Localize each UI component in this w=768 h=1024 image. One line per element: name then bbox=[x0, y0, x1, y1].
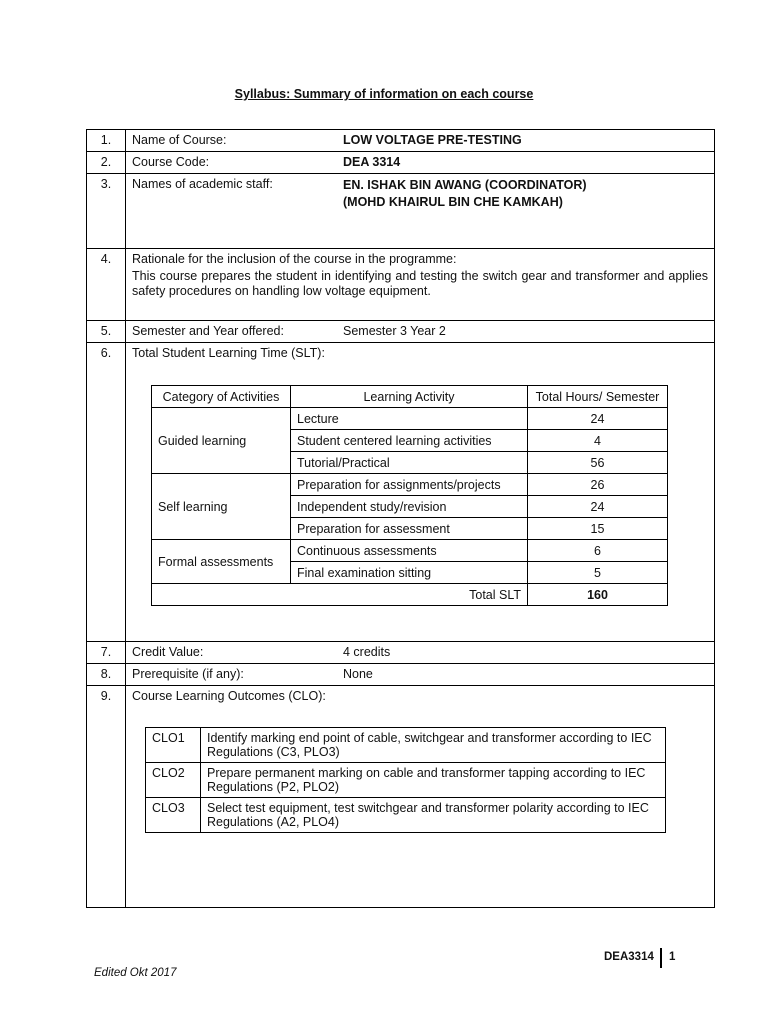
field-label: Course Code: bbox=[132, 155, 210, 169]
row-number: 5. bbox=[87, 321, 126, 343]
slt-total-label: Total SLT bbox=[152, 584, 528, 606]
rationale-text: This course prepares the student in identifying and testing the switch gear and transformer and applies safety procedures on handling low voltage equipment. bbox=[132, 269, 708, 298]
clo-table bbox=[145, 727, 666, 833]
row-number: 6. bbox=[87, 343, 126, 642]
row-number: 7. bbox=[87, 642, 126, 664]
syllabus-table bbox=[86, 129, 715, 908]
semester-value: Semester 3 Year 2 bbox=[343, 324, 446, 338]
slt-activity: Student centered learning activities bbox=[291, 430, 528, 452]
row-prerequisite bbox=[87, 664, 715, 686]
slt-category: Guided learning bbox=[152, 408, 291, 474]
slt-activity: Preparation for assignments/projects bbox=[291, 474, 528, 496]
slt-header: Category of Activities bbox=[152, 386, 291, 408]
footer-course-code: DEA3314 bbox=[604, 951, 654, 963]
slt-hours: 5 bbox=[528, 562, 668, 584]
document-title: Syllabus: Summary of information on each course bbox=[234, 87, 534, 101]
field-label: Credit Value: bbox=[132, 645, 204, 659]
slt-category: Self learning bbox=[152, 474, 291, 540]
edited-note: Edited Okt 2017 bbox=[94, 967, 177, 979]
row-course-name bbox=[87, 130, 715, 152]
field-label: Prerequisite (if any): bbox=[132, 667, 244, 681]
row-credit bbox=[87, 642, 715, 664]
slt-hours: 6 bbox=[528, 540, 668, 562]
slt-hours: 24 bbox=[528, 408, 668, 430]
clo-text: Prepare permanent marking on cable and transformer tapping according to IEC Regulations (P2, PLO2) bbox=[201, 763, 666, 798]
slt-activity: Tutorial/Practical bbox=[291, 452, 528, 474]
row-course-code bbox=[87, 152, 715, 174]
clo-code: CLO3 bbox=[146, 798, 201, 833]
slt-hours: 15 bbox=[528, 518, 668, 540]
slt-total-row bbox=[152, 584, 668, 606]
row-number: 4. bbox=[87, 249, 126, 321]
clo-code: CLO1 bbox=[146, 728, 201, 763]
field-label: Names of academic staff: bbox=[132, 177, 273, 191]
staff-coordinator: EN. ISHAK BIN AWANG (COORDINATOR) bbox=[343, 178, 587, 192]
row-number: 1. bbox=[87, 130, 126, 152]
slt-hours: 56 bbox=[528, 452, 668, 474]
slt-header: Learning Activity bbox=[291, 386, 528, 408]
clo-text: Identify marking end point of cable, switchgear and transformer according to IEC Regulations (C3, PLO3) bbox=[201, 728, 666, 763]
slt-activity: Preparation for assessment bbox=[291, 518, 528, 540]
table-row bbox=[146, 798, 666, 833]
slt-hours: 24 bbox=[528, 496, 668, 518]
table-row bbox=[152, 408, 668, 430]
row-number: 8. bbox=[87, 664, 126, 686]
slt-activity: Continuous assessments bbox=[291, 540, 528, 562]
row-number: 2. bbox=[87, 152, 126, 174]
slt-activity: Lecture bbox=[291, 408, 528, 430]
footer-divider bbox=[660, 948, 662, 968]
table-row bbox=[152, 474, 668, 496]
table-row bbox=[146, 728, 666, 763]
row-rationale bbox=[87, 249, 715, 321]
field-label: Rationale for the inclusion of the course in the programme: bbox=[132, 252, 457, 266]
row-semester bbox=[87, 321, 715, 343]
page-number: 1 bbox=[669, 951, 676, 963]
clo-code: CLO2 bbox=[146, 763, 201, 798]
slt-hours: 26 bbox=[528, 474, 668, 496]
prerequisite-value: None bbox=[343, 667, 373, 681]
row-slt bbox=[87, 343, 715, 642]
slt-table bbox=[151, 385, 668, 606]
row-number: 9. bbox=[87, 686, 126, 908]
row-clo bbox=[87, 686, 715, 908]
course-name-value: LOW VOLTAGE PRE-TESTING bbox=[343, 133, 522, 147]
table-row bbox=[146, 763, 666, 798]
field-label: Semester and Year offered: bbox=[132, 324, 284, 338]
clo-text: Select test equipment, test switchgear and transformer polarity according to IEC Regulations (A2, PLO4) bbox=[201, 798, 666, 833]
slt-category: Formal assessments bbox=[152, 540, 291, 584]
slt-header: Total Hours/ Semester bbox=[528, 386, 668, 408]
row-number: 3. bbox=[87, 174, 126, 249]
field-label: Course Learning Outcomes (CLO): bbox=[132, 689, 326, 703]
slt-total-value: 160 bbox=[528, 584, 668, 606]
slt-activity: Independent study/revision bbox=[291, 496, 528, 518]
table-row bbox=[152, 540, 668, 562]
staff-member: (MOHD KHAIRUL BIN CHE KAMKAH) bbox=[343, 195, 563, 209]
slt-activity: Final examination sitting bbox=[291, 562, 528, 584]
course-code-value: DEA 3314 bbox=[343, 155, 401, 169]
credit-value: 4 credits bbox=[343, 645, 391, 659]
field-label: Total Student Learning Time (SLT): bbox=[132, 346, 325, 360]
slt-hours: 4 bbox=[528, 430, 668, 452]
slt-header-row bbox=[152, 386, 668, 408]
row-academic-staff bbox=[87, 174, 715, 249]
field-label: Name of Course: bbox=[132, 133, 227, 147]
